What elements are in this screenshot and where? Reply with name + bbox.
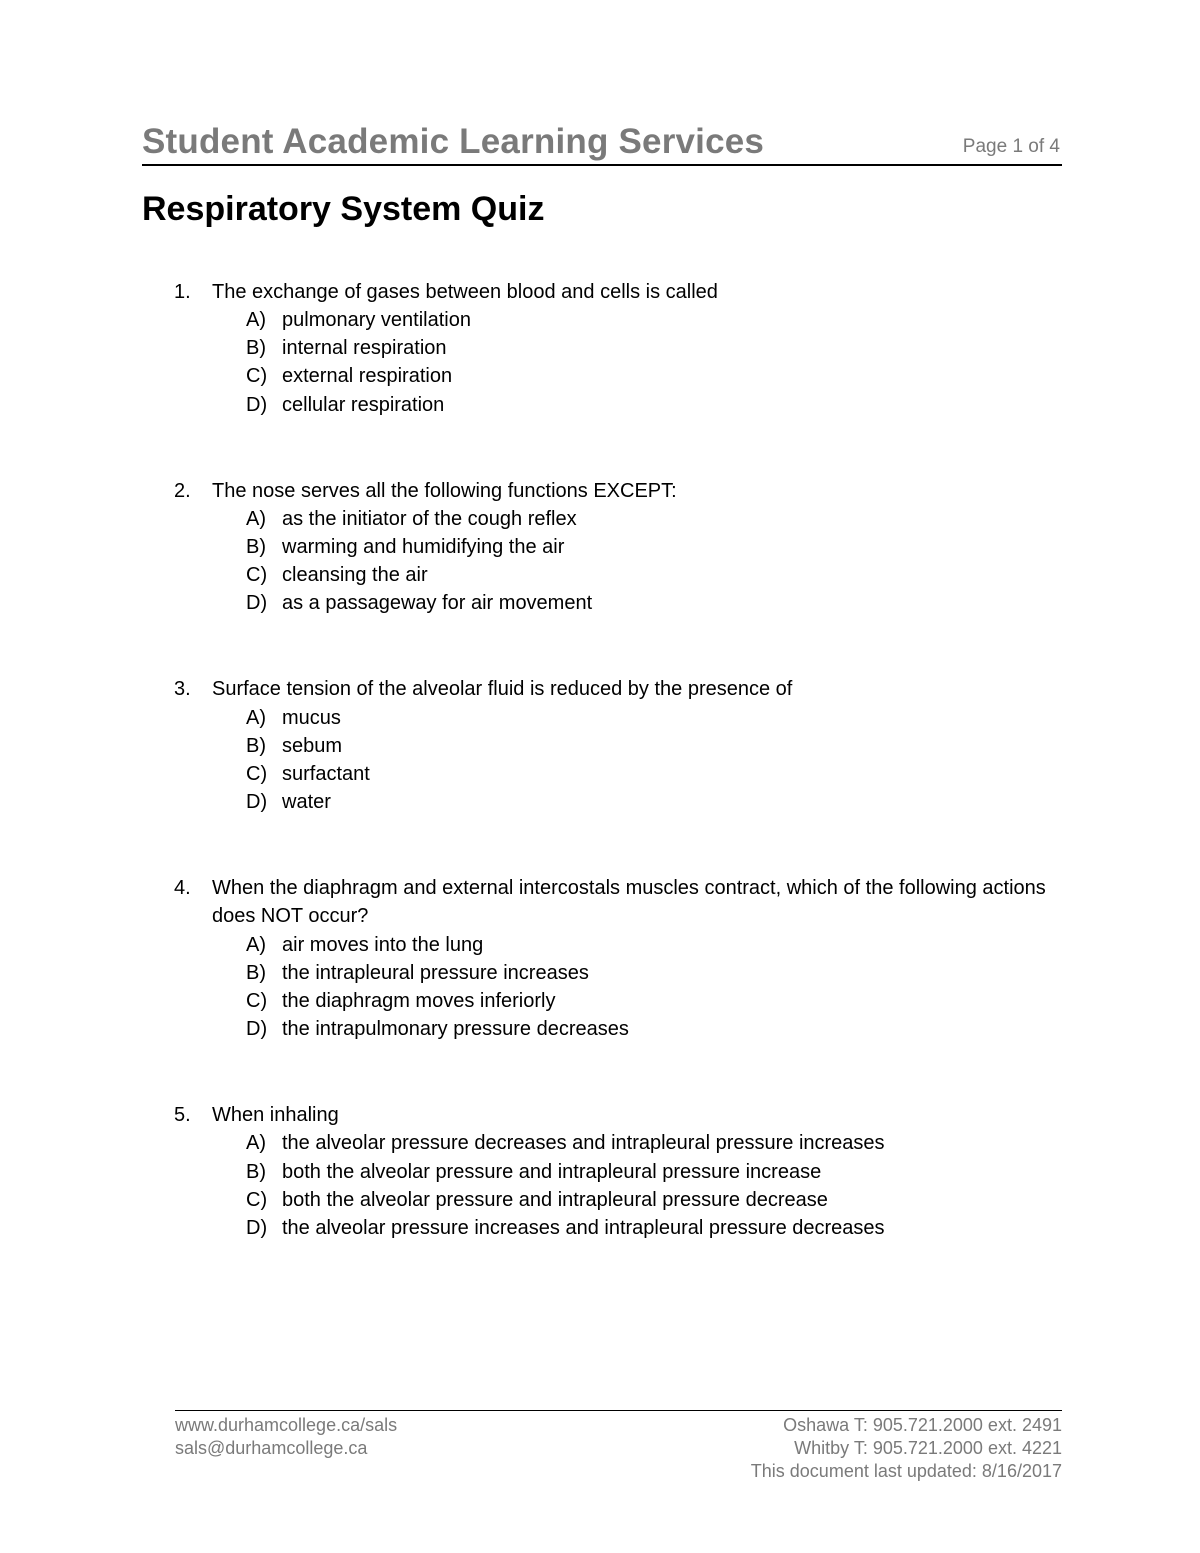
- footer-oshawa-phone: Oshawa T: 905.721.2000 ext. 2491: [783, 1415, 1062, 1435]
- option-a: A) mucus: [246, 707, 341, 729]
- question-stem: When the diaphragm and external intercostals muscles contract, which of the following actions does NOT occur?: [212, 877, 1046, 927]
- option-d: D) water: [246, 791, 331, 813]
- footer-whitby-phone: Whitby T: 905.721.2000 ext. 4221: [794, 1438, 1062, 1458]
- question-number: 5.: [174, 1104, 191, 1126]
- footer-last-updated: This document last updated: 8/16/2017: [750, 1461, 1062, 1481]
- question-stem: The exchange of gases between blood and cells is called: [212, 281, 718, 303]
- question-number: 2.: [174, 480, 191, 502]
- option-c: C) external respiration: [246, 365, 453, 387]
- option-d: D) as a passageway for air movement: [246, 592, 593, 614]
- question-stem: The nose serves all the following functions EXCEPT:: [212, 480, 677, 502]
- option-b: B) internal respiration: [246, 337, 447, 359]
- option-c: C) cleansing the air: [246, 564, 428, 586]
- footer-email-link[interactable]: sals@durhamcollege.ca: [175, 1438, 368, 1458]
- question-stem: Surface tension of the alveolar fluid is reduced by the presence of: [212, 678, 793, 700]
- option-b: B) warming and humidifying the air: [246, 536, 565, 558]
- option-d: D) the intrapulmonary pressure decreases: [246, 1018, 629, 1040]
- organization-name: Student Academic Learning Services: [142, 122, 765, 161]
- question-number: 3.: [174, 678, 191, 700]
- footer-website-link[interactable]: www.durhamcollege.ca/sals: [175, 1415, 398, 1435]
- question-stem: When inhaling: [212, 1104, 339, 1126]
- option-d: D) the alveolar pressure increases and intrapleural pressure decreases: [246, 1217, 885, 1239]
- option-a: A) air moves into the lung: [246, 934, 484, 956]
- question-number: 1.: [174, 281, 191, 303]
- option-a: A) pulmonary ventilation: [246, 309, 471, 331]
- option-c: C) surfactant: [246, 763, 370, 785]
- option-b: B) both the alveolar pressure and intrapleural pressure increase: [246, 1161, 822, 1183]
- option-b: B) the intrapleural pressure increases: [246, 962, 589, 984]
- option-d: D) cellular respiration: [246, 394, 445, 416]
- option-b: B) sebum: [246, 735, 343, 757]
- option-c: C) both the alveolar pressure and intrapleural pressure decrease: [246, 1189, 828, 1211]
- option-a: A) as the initiator of the cough reflex: [246, 508, 577, 530]
- option-c: C) the diaphragm moves inferiorly: [246, 990, 556, 1012]
- page-indicator: Page 1 of 4: [962, 136, 1060, 157]
- page-footer: [175, 1410, 1062, 1481]
- question-number: 4.: [174, 877, 191, 899]
- page-header: [142, 120, 1062, 166]
- option-a: A) the alveolar pressure decreases and intrapleural pressure increases: [246, 1132, 885, 1154]
- page-title: Respiratory System Quiz: [142, 190, 545, 228]
